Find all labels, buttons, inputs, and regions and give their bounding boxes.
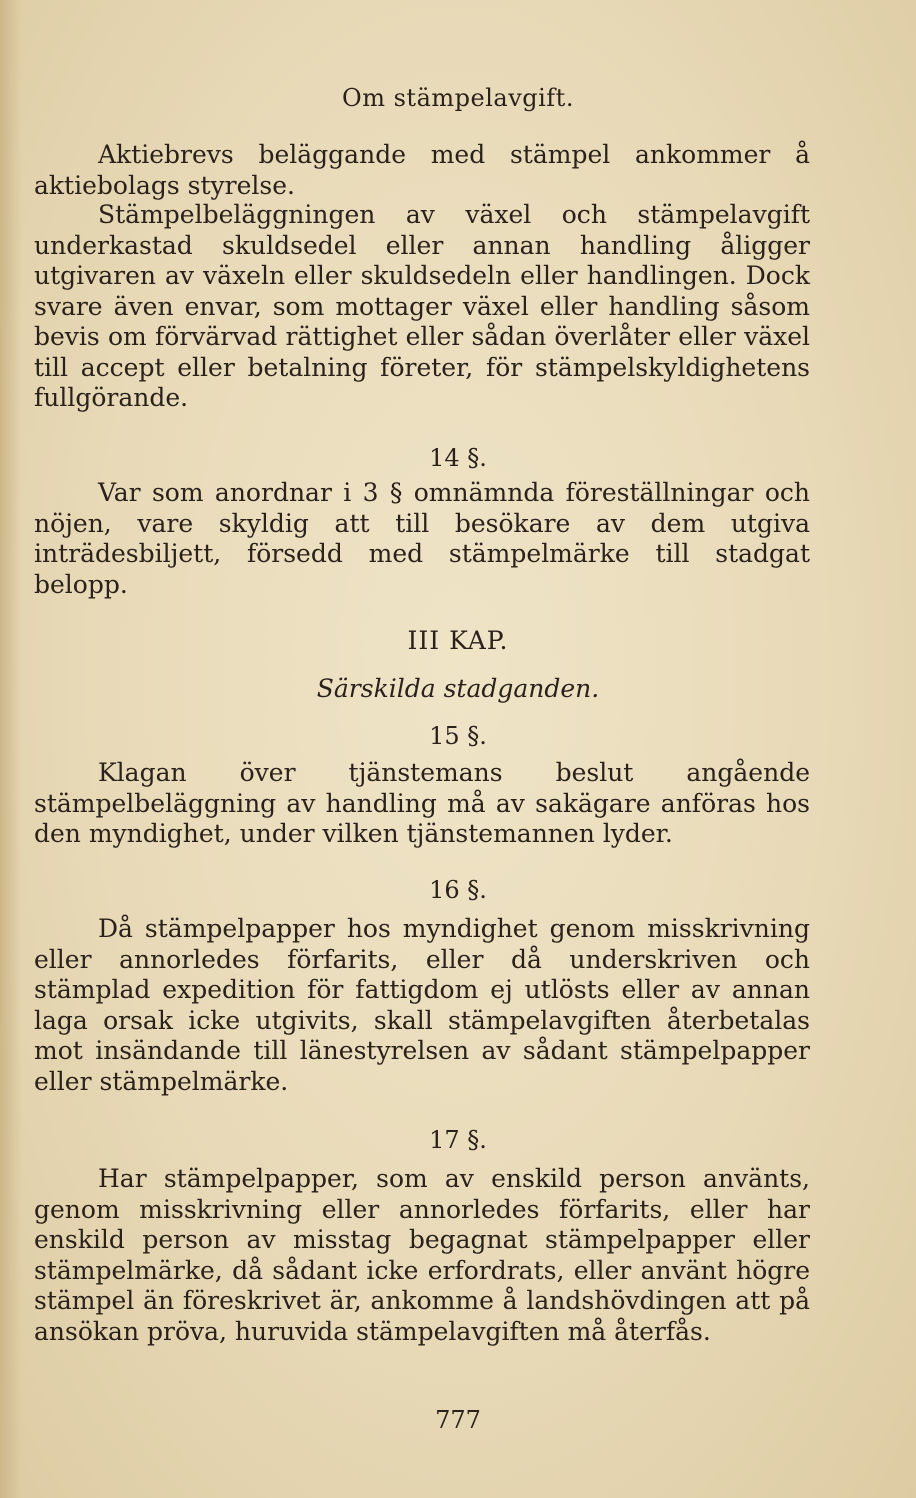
paragraph-text: Klagan över tjänstemans beslut angående stämpelbeläggning av handling må av sakägare anföras hos den myndighet, under vilken tjänstemannen lyder. xyxy=(34,758,810,848)
section-17-body xyxy=(34,1164,810,1347)
running-head: Om stämpelavgift. xyxy=(342,84,574,112)
paragraph-stampelbelaggning xyxy=(34,200,810,414)
section-16-body xyxy=(34,914,810,1097)
section-15-heading: 15 §. xyxy=(429,722,487,750)
paragraph-text: Var som anordnar i 3 § omnämnda föreställningar och nöjen, vare skyldig att till besökare av dem utgiva inträdesbiljett, försedd med stämpelmärke till stadgat belopp. xyxy=(34,478,810,599)
paragraph-text: Då stämpelpapper hos myndighet genom misskrivning eller annorledes förfarits, eller då underskriven och stämplad expedition för fattigdom ej utlösts eller av annan laga orsak icke utgivits, skall stämpelavgiften återbetalas mot insändande till länestyrelsen av sådant stämpelpapper eller stämpelmärke. xyxy=(34,914,810,1096)
paragraph-text: Aktiebrevs beläggande med stämpel ankommer å aktiebolags styrelse. xyxy=(34,140,810,200)
paragraph-text: Stämpelbeläggningen av växel och stämpelavgift underkastad skuldsedel eller annan handling åligger utgivaren av växeln eller skuldsedeln eller handlingen. Dock svare även envar, som mottager växel eller handling såsom bevis om förvärvad rättighet eller sådan överlåter eller växel till accept eller betalning företer, för stämpelskyldighetens fullgörande. xyxy=(34,200,810,412)
chapter-title: III KAP. xyxy=(407,626,509,655)
paragraph-text: Har stämpelpapper, som av enskild person använts, genom misskrivning eller annorledes förfarits, eller har enskild person av misstag begagnat stämpelpapper eller stämpelmärke, då sådant icke erfordrats, eller använt högre stämpel än föreskrivet är, ankomme å landshövdingen att på ansökan pröva, huruvida stämpelavgiften må återfås. xyxy=(34,1164,810,1346)
page-number: 777 xyxy=(435,1406,481,1434)
section-15-body xyxy=(34,758,810,850)
section-17-heading: 17 §. xyxy=(429,1126,487,1154)
section-14-heading: 14 §. xyxy=(429,444,487,472)
section-16-heading: 16 §. xyxy=(429,876,487,904)
section-14-body xyxy=(34,478,810,600)
chapter-subtitle: Särskilda stadganden. xyxy=(316,674,600,703)
paragraph-aktiebrev xyxy=(34,140,810,201)
